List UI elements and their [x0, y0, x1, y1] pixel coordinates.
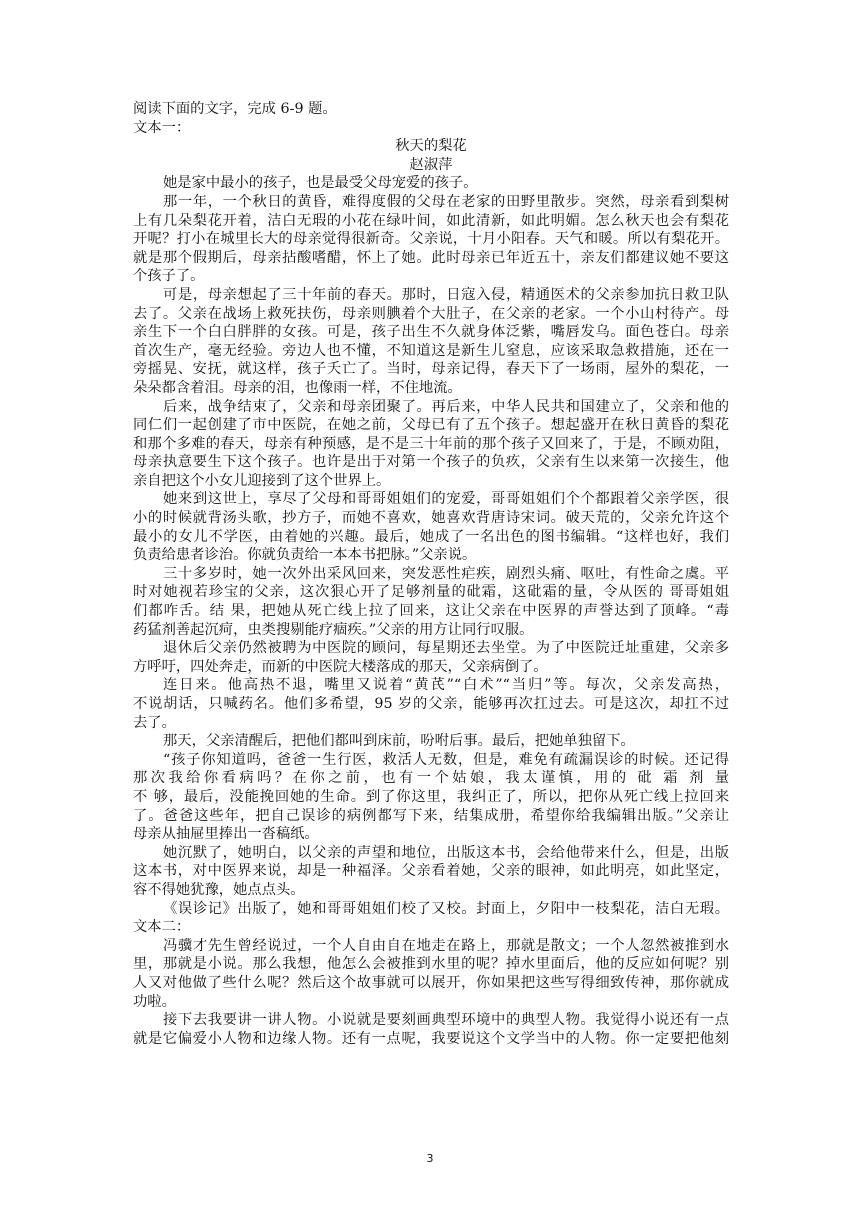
- text-line: 她沉默了，她明白，以父亲的声望和地位，出版这本书，会给他带来什么，但是，出版: [163, 844, 729, 861]
- text-line: 母亲从抽屉里捧出一沓稿纸。: [133, 826, 319, 843]
- text-line: 个孩子了。: [133, 268, 205, 285]
- text-line: 人又对他做了些什么呢？然后这个故事就可以展开，你如果把这些写得细致传神，那你就成: [133, 974, 729, 991]
- text-line: 负责给患者诊治。你就负责给一本本书把脉。”父亲说。: [133, 547, 477, 564]
- text2-label: 文本二：: [133, 919, 191, 936]
- text-line: 容不得她犹豫，她点点头。: [133, 881, 305, 898]
- text-line: 可是，母亲想起了三十年前的春天。那时，日寇入侵，精通医术的父亲参加抗日救卫队: [163, 286, 729, 303]
- text1-label: 文本一：: [133, 119, 191, 136]
- text-line: 退休后父亲仍然被聘为中医院的顾问，每星期还去坐堂。为了中医院迁址重建，父亲多: [163, 640, 729, 657]
- page-number: 3: [426, 1152, 434, 1165]
- text-line: 三十多岁时，她一次外出采风回来，突发恶性疟疾，剧烈头痛、呕吐，有性命之虞。平: [163, 565, 729, 582]
- text-line: 同仁们一起创建了市中医院，在她之前，父母已有了五个孩子。想起盛开在秋日黄昏的梨花: [133, 417, 729, 434]
- text-line: 小的时候就背汤头歌，抄方子，而她不喜欢，她喜欢背唐诗宋词。破天荒的，父亲允许这个: [133, 510, 729, 527]
- text-line: 就是它偏爱小人物和边缘人物。还有一点呢，我要说这个文学当中的人物。你一定要把他刻: [133, 1030, 729, 1047]
- text-line: 药猛剂善起沉疴，虫类搜剔能疗痼疾。”父亲的用方让同行叹服。: [133, 621, 534, 638]
- text-line: 朵朵都含着泪。母亲的泪，也像雨一样，不住地流。: [133, 379, 462, 396]
- text-line: 里，那就是小说。那么我想，他怎么会被推到水里的呢？掉水里面后，他的反应如何呢？别: [133, 956, 729, 973]
- text-line: 《误诊记》出版了，她和哥哥姐姐们校了又校。封面上，夕阳中一枝梨花，洁白无瑕。: [163, 900, 729, 917]
- text-line: 开呢？打小在城里长大的母亲觉得很新奇。父亲说，十月小阳春。天气和暖。所以有梨花开。: [133, 231, 729, 248]
- text-line: 方呼吁，四处奔走，而新的中医院大楼落成的那天，父亲病倒了。: [133, 658, 548, 675]
- text-line: 后来，战争结束了，父亲和母亲团聚了。再后来，中华人民共和国建立了，父亲和他的: [163, 398, 729, 415]
- text-line: 功啦。: [133, 993, 176, 1010]
- text2-body: [133, 937, 729, 1049]
- text-line: “孩子你知道吗，爸爸一生行医，救活人无数，但是，难免有疏漏误诊的时候。还记得: [163, 751, 729, 768]
- text-line: 冯骥才先生曾经说过，一个人自由自在地走在路上，那就是散文；一个人忽然被推到水: [163, 937, 729, 954]
- text-line: 亲自把这个小女儿迎接到了这个世界上。: [133, 472, 391, 489]
- text-line: 母亲执意要生下这个孩子。也许是出于对第一个孩子的负疚，父亲有生以来第一次接生，他: [133, 454, 729, 471]
- text-line: 这本书，对中医界来说，却是一种福泽。父亲看着她，父亲的眼神，如此明亮，如此坚定，: [133, 863, 729, 880]
- text-line: 就是那个假期后，母亲拈酸嗜醋，怀上了她。此时母亲已年近五十，亲友们都建议她不要这: [133, 249, 729, 266]
- question-instruction: 阅读下面的文字，完成 6-9 题。: [133, 101, 337, 117]
- text-line: 不说胡话，只喊药名。他们多希望，95 岁的父亲，能够再次扛过去。可是这次，却扛不过: [133, 696, 729, 712]
- text-line: 去了。: [133, 714, 176, 731]
- text-line: 她来到这世上，享尽了父母和哥哥姐姐们的宠爱，哥哥姐姐们个个都跟着父亲学医，很: [163, 491, 729, 508]
- text-line: 们都咋舌。结 果，把她从死亡线上拉了回来，这让父亲在中医界的声誉达到了顶峰。“毒: [133, 603, 729, 620]
- text-line: 最小的女儿不学医，由着她的兴趣。最后，她成了一名出色的图书编辑。“这样也好，我们: [133, 528, 729, 545]
- article-text: [133, 174, 729, 918]
- article-title: 秋天的梨花: [395, 138, 467, 155]
- text-line: 接下去我要讲一讲人物。小说就是要刻画典型环境中的典型人物。我觉得小说还有一点: [163, 1012, 729, 1029]
- text-line: 上有几朵梨花开着，洁白无瑕的小花在绿叶间，如此清新，如此明媚。怎么秋天也会有梨花: [133, 212, 729, 229]
- text-line: 她是家中最小的孩子，也是最受父母宠爱的孩子。: [163, 175, 478, 192]
- text-line: 旁摇晃、安抚，就这样，孩子夭亡了。当时，母亲记得，春天下了一场雨，屋外的梨花，一: [133, 361, 729, 378]
- text-line: 去了。父亲在战场上救死扶伤，母亲则腆着个大肚子，在父亲的老家。一个小山村待产。母: [133, 305, 729, 322]
- document-body: [133, 100, 729, 1048]
- text-line: 了。爸爸这些年，把自己误诊的病例都写下来，结集成册，希望你给我编辑出版。”父亲让: [133, 807, 729, 824]
- text-line: 时对她视若珍宝的父亲，这次狠心开了足够剂量的砒霜，这砒霜的量，令从医的 哥哥姐姐: [133, 584, 729, 601]
- text-line: 首次生产，毫无经验。旁边人也不懂，不知道这是新生儿窒息，应该采取急救措施，还在一: [133, 342, 729, 359]
- text-line: 那天，父亲清醒后，把他们都叫到床前，吩咐后事。最后，把她单独留下。: [163, 733, 635, 750]
- text-line: 和那个多难的春天，母亲有种预感，是不是三十年前的那个孩子又回来了，于是，不顾劝阻，: [133, 435, 729, 452]
- text-line: 亲生下一个白白胖胖的女孩。可是，孩子出生不久就身体泛紫，嘴唇发乌。面色苍白。母亲: [133, 324, 729, 341]
- text-line: 不 够，最后，没能挽回她的生命。到了你这里，我纠正了，所以，把你从死亡线上拉回来: [133, 788, 729, 805]
- text-line: 连日来。他高热不退，嘴里又说着“黄芪”“白术”“当归”等。每次，父亲发高热，: [163, 677, 729, 694]
- text-line: 那一年，一个秋日的黄昏，难得度假的父母在老家的田野里散步。突然，母亲看到梨树: [163, 193, 729, 210]
- article-author: 赵淑萍: [409, 156, 453, 173]
- text-line: 那次我给你看病吗？在你之前，也有一个姑娘，我太谨慎，用的 砒 霜 剂 量: [133, 770, 729, 787]
